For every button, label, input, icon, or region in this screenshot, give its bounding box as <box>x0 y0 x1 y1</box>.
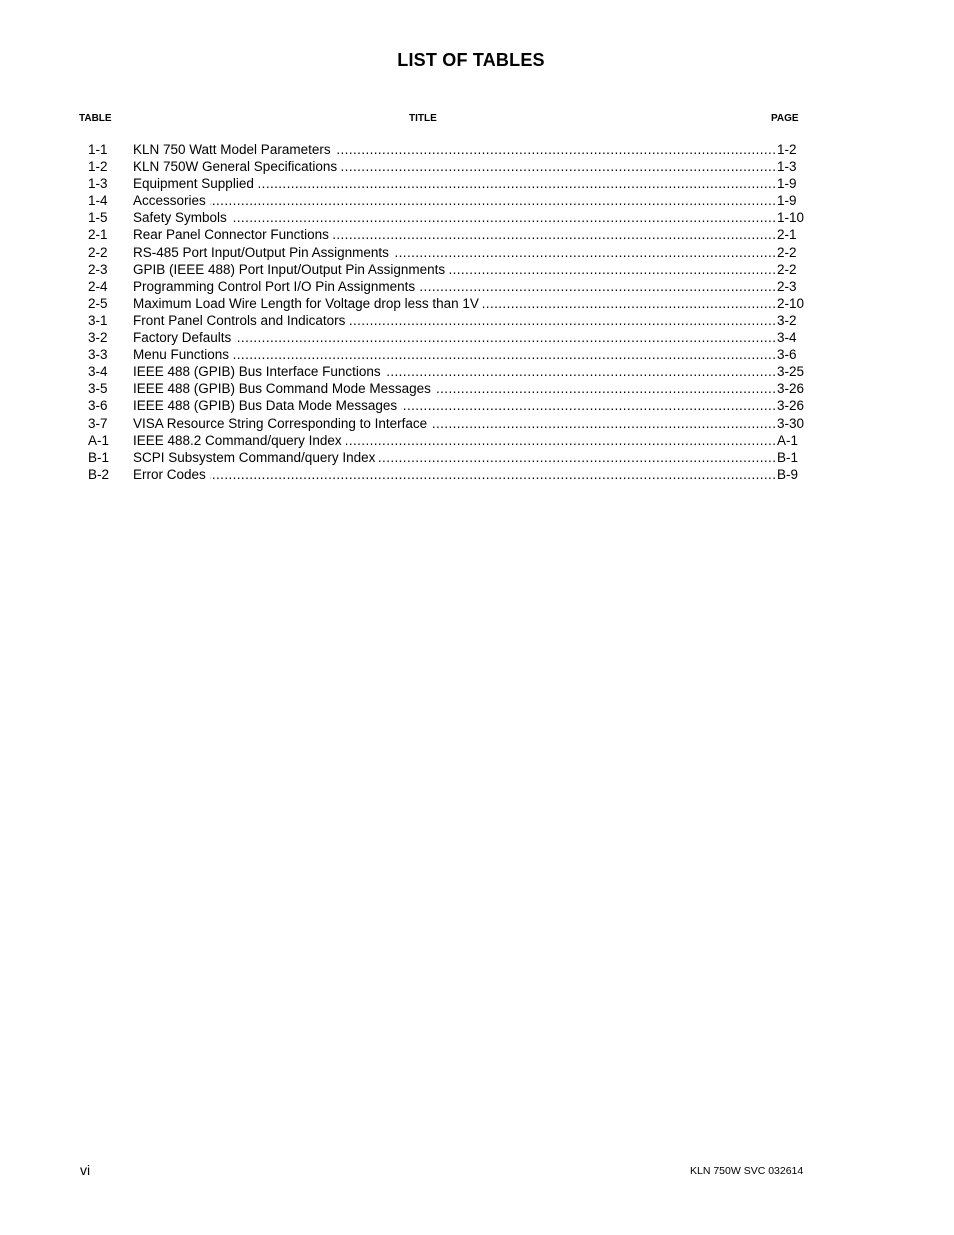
table-list <box>0 141 954 483</box>
table-number: 3-2 <box>88 330 108 346</box>
table-entry[interactable] <box>0 346 954 363</box>
table-entry[interactable] <box>0 158 954 175</box>
table-title: IEEE 488 (GPIB) Bus Data Mode Messages <box>133 398 401 413</box>
table-page: 2-10 <box>777 295 805 311</box>
table-page: 3-25 <box>777 364 805 380</box>
table-number: 2-2 <box>88 244 108 260</box>
table-number: 1-4 <box>88 193 108 209</box>
footer-document-id: KLN 750W SVC 032614 <box>690 1165 804 1177</box>
table-title: IEEE 488.2 Command/query Index <box>133 433 346 448</box>
table-title-leader <box>133 226 777 243</box>
table-title: RS-485 Port Input/Output Pin Assignments <box>133 245 393 260</box>
table-entry[interactable] <box>0 175 954 192</box>
table-page: 3-26 <box>777 381 805 397</box>
table-entry[interactable] <box>0 415 954 432</box>
table-title-leader <box>133 466 777 483</box>
table-page: 3-26 <box>777 398 805 414</box>
table-title-leader <box>133 346 777 363</box>
table-title: KLN 750 Watt Model Parameters <box>133 142 335 157</box>
table-title: KLN 750W General Specifications <box>133 159 341 174</box>
table-title: Safety Symbols <box>133 210 231 225</box>
table-entry[interactable] <box>0 226 954 243</box>
table-title: Equipment Supplied <box>133 176 258 191</box>
table-page: 1-3 <box>777 159 797 175</box>
table-page: 3-6 <box>777 347 797 363</box>
table-number: 2-3 <box>88 261 108 277</box>
table-title: Front Panel Controls and Indicators <box>133 313 349 328</box>
table-page: 3-30 <box>777 415 805 431</box>
table-entry[interactable] <box>0 397 954 414</box>
table-page: 2-1 <box>777 227 797 243</box>
table-title-leader <box>133 261 777 278</box>
table-title: Maximum Load Wire Length for Voltage drop less than 1V <box>133 296 483 311</box>
table-entry[interactable] <box>0 192 954 209</box>
table-page: 3-4 <box>777 330 797 346</box>
table-entry[interactable] <box>0 312 954 329</box>
table-title-leader <box>133 449 777 466</box>
table-entry[interactable] <box>0 380 954 397</box>
table-title-leader <box>133 295 777 312</box>
table-title: Accessories <box>133 193 210 208</box>
table-title-leader <box>133 380 777 397</box>
table-title: Rear Panel Connector Functions <box>133 227 333 242</box>
table-page: 2-3 <box>777 278 797 294</box>
table-title-leader <box>133 141 777 158</box>
table-title: GPIB (IEEE 488) Port Input/Output Pin Assignments <box>133 262 449 277</box>
table-number: 2-4 <box>88 278 108 294</box>
table-title-leader <box>133 363 777 380</box>
table-page: 1-9 <box>777 176 797 192</box>
table-entry[interactable] <box>0 209 954 226</box>
table-page: 1-2 <box>777 142 797 157</box>
table-title-leader <box>133 209 777 226</box>
table-entry[interactable] <box>0 261 954 278</box>
table-entry[interactable] <box>0 432 954 449</box>
table-page: 2-2 <box>777 244 797 260</box>
table-title: IEEE 488 (GPIB) Bus Interface Functions <box>133 364 385 379</box>
column-header-page: PAGE <box>771 113 799 124</box>
table-title: Programming Control Port I/O Pin Assignments <box>133 279 419 294</box>
table-number: 3-5 <box>88 381 108 397</box>
table-page: 1-9 <box>777 193 797 209</box>
table-number: 1-5 <box>88 210 108 226</box>
table-page: A-1 <box>777 432 799 448</box>
table-number: 3-7 <box>88 415 108 431</box>
table-title-leader <box>133 192 777 209</box>
table-title-leader <box>133 432 777 449</box>
table-title-leader <box>133 244 777 261</box>
table-title-leader <box>133 175 777 192</box>
table-title-leader <box>133 278 777 295</box>
table-title-leader <box>133 397 777 414</box>
table-number: A-1 <box>88 432 110 448</box>
table-title-leader <box>133 415 777 432</box>
table-entry[interactable] <box>0 466 954 483</box>
table-title-leader <box>133 312 777 329</box>
table-number: 3-6 <box>88 398 108 414</box>
table-page: 2-2 <box>777 261 797 277</box>
table-title-leader <box>133 158 777 175</box>
table-page: 3-2 <box>777 312 797 328</box>
table-page: B-9 <box>777 466 799 482</box>
table-page: B-1 <box>777 449 799 465</box>
table-number: 3-4 <box>88 364 108 380</box>
page-title: LIST OF TABLES <box>397 50 545 70</box>
table-number: B-2 <box>88 466 110 482</box>
table-entry[interactable] <box>0 141 954 158</box>
table-number: 2-1 <box>88 227 108 243</box>
table-title: SCPI Subsystem Command/query Index <box>133 450 379 465</box>
table-entry[interactable] <box>0 449 954 466</box>
table-title: IEEE 488 (GPIB) Bus Command Mode Messages <box>133 381 435 396</box>
table-title: Menu Functions <box>133 347 233 362</box>
table-number: 3-1 <box>88 312 108 328</box>
table-title: Error Codes <box>133 467 210 482</box>
table-number: 1-1 <box>88 142 108 157</box>
table-title-leader <box>133 329 777 346</box>
table-title: VISA Resource String Corresponding to Interface <box>133 416 431 431</box>
table-number: 1-3 <box>88 176 108 192</box>
table-entry[interactable] <box>0 244 954 261</box>
table-entry[interactable] <box>0 329 954 346</box>
table-number: 2-5 <box>88 295 108 311</box>
column-header-title: TITLE <box>409 113 437 124</box>
table-page: 1-10 <box>777 210 805 226</box>
column-header-table: TABLE <box>79 113 112 124</box>
table-entry[interactable] <box>0 295 954 312</box>
table-title: Factory Defaults <box>133 330 235 345</box>
table-number: 3-3 <box>88 347 108 363</box>
column-headers <box>0 113 954 127</box>
table-entry[interactable] <box>0 278 954 295</box>
footer-page-number: vi <box>80 1162 91 1178</box>
table-number: 1-2 <box>88 159 108 175</box>
table-number: B-1 <box>88 449 110 465</box>
table-entry[interactable] <box>0 363 954 380</box>
